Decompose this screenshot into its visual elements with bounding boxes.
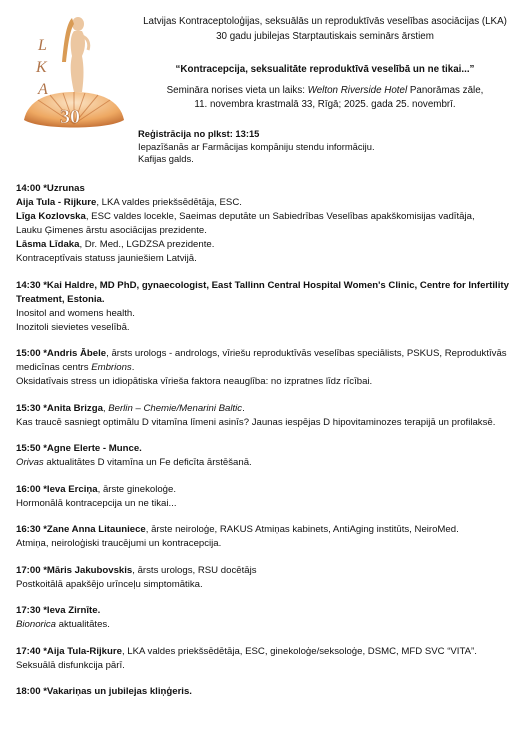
punctuation: .: [242, 402, 245, 414]
separator: ,: [102, 402, 109, 414]
speaker-name: 16:30 *Zane Anna Litauniece: [16, 524, 146, 535]
speaker-role: , LKA valdes priekšsēdētāja, ESC, ginekoloģe/seksoloģe, DSMC, MFD SVC “VITA”.: [121, 645, 477, 657]
venue-block: [130, 84, 520, 112]
speaker-heading: 14:30 *Kai Haldre, MD PhD, gynaecologist, East Tallinn Central Hospital Women's Clinic, Centre for Infertility Treatment, Estonia.: [16, 279, 509, 305]
talk-topic: Inozitoli sievietes veselībā.: [16, 321, 130, 333]
speaker-name: 17:40 *Aija Tula-Rijkure: [16, 645, 122, 657]
talk-topic: Oksidatīvais stress un idiopātiska vīrieša faktora neauglība: no izpratnes līdz rīcībai.: [16, 376, 373, 387]
agenda-item: [16, 483, 521, 511]
punctuation: .: [131, 362, 135, 373]
talk-topic: Hormonālā kontracepcija un ne tikai...: [16, 497, 177, 509]
event-name: 30 gadu jubilejas Starptautiskais seminārs ārstiem: [216, 31, 434, 42]
agenda-item: [16, 279, 521, 335]
speaker-name: 15:50 *Agne Elerte - Munce.: [16, 443, 142, 454]
seminar-topic: “Kontracepcija, seksualitāte reproduktīvā veselībā un ne tikai...”: [175, 64, 475, 75]
speaker-company: Berlin – Chemie/Menarini Baltic: [108, 402, 243, 414]
header-block: [130, 14, 520, 44]
venus-figure: [62, 17, 89, 92]
logo-number: 30: [60, 106, 80, 128]
agenda-item: [16, 402, 521, 430]
speaker-name: Lāsma Līdaka: [16, 239, 80, 250]
agenda-item: [16, 347, 521, 389]
venue-hotel: Welton Riverside Hotel: [307, 85, 408, 96]
lka-logo: [18, 12, 130, 134]
dinner-item: 18:00 *Vakariņas un jubilejas kliņģeris.: [16, 686, 192, 697]
talk-topic: aktualitātes D vitamīna un Fe deficīta ārstēšanā.: [43, 457, 252, 468]
speaker-role: , LKA valdes priekšsēdētāja, ESC.: [96, 197, 242, 208]
registration-time: Reģistrācija no plkst: 13:15: [138, 128, 260, 139]
speaker-role: , ārsts urologs - andrologs, vīriešu reproduktīvās veselības speciālists, PSKUS, Reproduktīvās medicīnas centrs: [16, 348, 507, 373]
agenda: [16, 182, 521, 712]
speaker-role: , ārsts urologs, RSU docētājs: [132, 564, 257, 576]
agenda-item: [16, 442, 521, 470]
talk-topic: Inositol and womens health.: [16, 307, 135, 319]
agenda-item: [16, 182, 521, 266]
speaker-center: Embrions: [91, 362, 132, 373]
talk-topic: aktualitātes.: [56, 619, 110, 630]
speaker-role: , Dr. Med., LGDZSA prezidente.: [79, 239, 215, 250]
speaker-name: Līga Kozlovska: [16, 211, 86, 222]
logo-letter-k: K: [36, 59, 47, 76]
logo-letter-a: A: [38, 81, 48, 98]
speaker-name: 17:00 *Māris Jakubovskis: [16, 564, 133, 576]
speaker-role: , ārste ginekoloģe.: [97, 483, 177, 495]
speaker-name: Aija Tula - Rijkure: [16, 197, 97, 208]
speaker-name: 15:30 *Anita Brizga: [16, 402, 103, 414]
venue-suffix: Panorāmas zāle,: [407, 85, 484, 96]
registration-stands: Iepazīšanās ar Farmācijas kompāniju stendu informāciju.: [138, 140, 375, 152]
logo-letter-l: L: [38, 37, 47, 54]
speaker-role: , ESC valdes locekle, Saeimas deputāte un Sabiedrības Veselības apakškomisijas vadītāja,: [85, 211, 475, 222]
talk-topic: Postkoitālā apakšējo urīnceļu simptomātika.: [16, 578, 203, 590]
agenda-item: [16, 564, 521, 592]
agenda-item: [16, 523, 521, 551]
agenda-time: 14:00 *Uzrunas: [16, 183, 85, 194]
talk-brand: Bionorica: [16, 619, 56, 630]
speaker-name: 16:00 *Ieva Erciņa: [16, 483, 98, 495]
talk-topic: Kas traucē sasniegt optimālu D vitamīna līmeni asinīs? Jaunas iespējas D hipovitaminozes terapijā un profilaksē.: [16, 416, 496, 428]
agenda-item: [16, 645, 521, 673]
speaker-name: 17:30 *Ieva Zirnīte.: [16, 605, 101, 616]
agenda-item: [16, 604, 521, 632]
talk-topic: Seksuālā disfunkcija pārī.: [16, 659, 125, 671]
registration-coffee: Kafijas galds.: [138, 153, 194, 164]
registration-block: [138, 128, 375, 166]
talk-brand: Orivas: [16, 457, 44, 468]
talk-topic: Atmiņa, neiroloģiski traucējumi un kontracepcija.: [16, 538, 222, 549]
talk-topic: Kontraceptīvais statuss jauniešiem Latvijā.: [16, 253, 197, 264]
speaker-role: Lauku Ģimenes ārstu asociācijas prezidente.: [16, 225, 207, 236]
venue-address: 11. novembra krastmalā 33, Rīgā; 2025. gada 25. novembrī.: [194, 99, 456, 110]
agenda-item: [16, 685, 521, 699]
speaker-role: , ārste neiroloģe, RAKUS Atmiņas kabinets, AntiAging institūts, NeiroMed.: [145, 524, 459, 535]
org-name: Latvijas Kontraceptoloģijas, seksuālās un reproduktīvās veselības asociācijas (LKA): [143, 16, 507, 27]
speaker-name: 15:00 *Andris Ābele: [16, 348, 107, 359]
venue-prefix: Semināra norises vieta un laiks:: [166, 85, 308, 96]
